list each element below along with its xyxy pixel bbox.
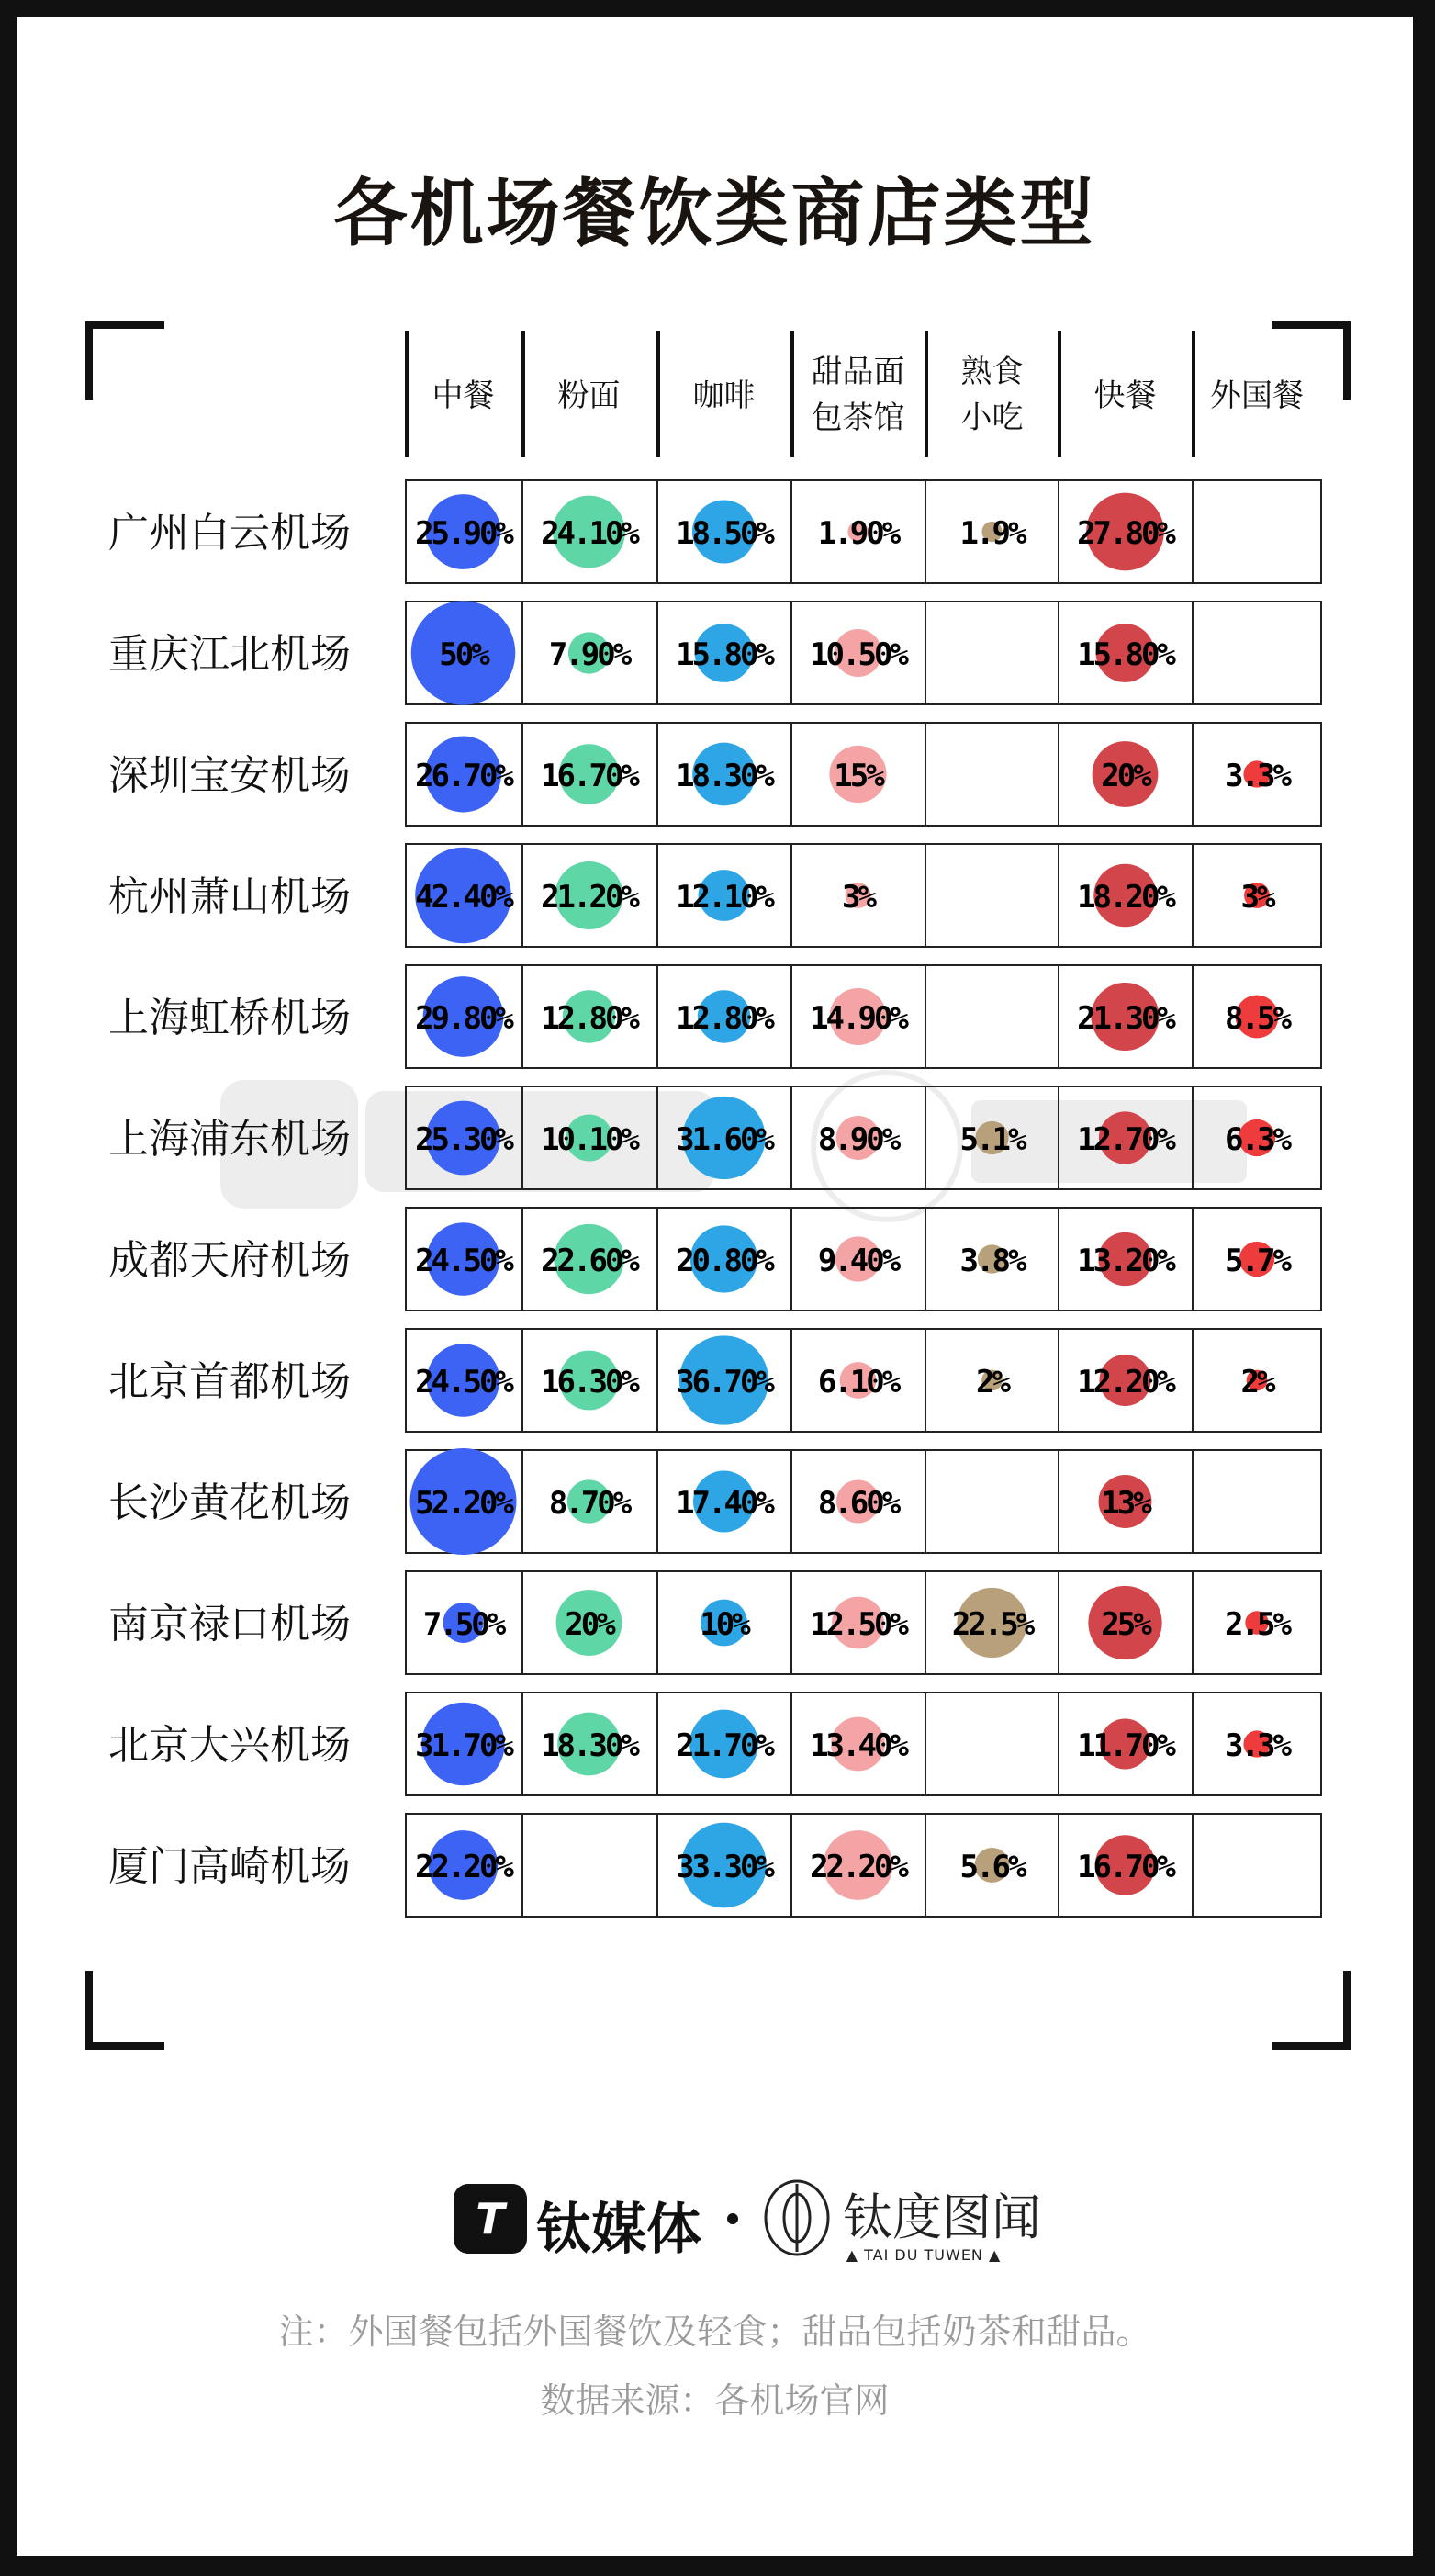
value-label: 1.9% [959,515,1025,552]
value-label: 50% [439,636,488,673]
value-label: 16.30% [541,1364,637,1400]
airport-label: 北京大兴机场 [108,1722,351,1769]
footnote: 注：外国餐包括外国餐饮及轻食；甜品包括奶茶和甜品。 [278,2312,1151,2352]
value-label: 9.40% [817,1243,899,1279]
value-label: 31.60% [676,1121,772,1158]
footer-logos [17,2165,1413,2267]
value-label: 12.70% [1077,1121,1173,1158]
value-label: 21.20% [541,879,637,916]
column-header-label: 粉面 [557,377,621,414]
value-label: 5.7% [1225,1243,1289,1279]
value-label: 12.80% [676,1000,772,1037]
value-label: 13% [1101,1485,1149,1522]
value-label: 3.3% [1225,758,1289,794]
tmtpost-brand: 钛媒体 [536,2198,701,2262]
data-source: 数据来源：各机场官网 [540,2380,890,2421]
value-label: 18.30% [676,758,772,794]
value-label: 52.20% [415,1485,511,1522]
table-row [108,1693,1321,1795]
table-row [108,480,1321,583]
value-label: 12.50% [810,1606,906,1643]
column-header-label: 小吃 [960,399,1024,436]
airport-label: 重庆江北机场 [108,631,351,678]
page-title: 各机场餐饮类商店类型 [333,171,1096,256]
value-label: 21.30% [1077,1000,1173,1037]
value-label: 24.50% [415,1364,511,1400]
value-label: 24.50% [415,1243,511,1279]
value-label: 10% [700,1606,748,1643]
taidu-brand: 钛度图闻 [843,2188,1041,2246]
column-header-label: 咖啡 [692,377,756,414]
value-label: 3.3% [1225,1727,1289,1764]
value-label: 22.20% [415,1849,511,1885]
value-label: 22.5% [951,1606,1033,1643]
value-label: 15.80% [1077,636,1173,673]
value-label: 14.90% [810,1000,906,1037]
value-label: 18.50% [676,515,772,552]
value-label: 12.10% [676,879,772,916]
value-label: 8.60% [817,1485,899,1522]
value-label: 42.40% [415,879,511,916]
airport-label: 厦门高崎机场 [108,1843,351,1890]
poster-frame [17,17,1413,2556]
value-label: 3% [1240,879,1273,916]
value-label: 16.70% [1077,1849,1173,1885]
column-headers [407,331,1304,457]
value-label: 16.70% [541,758,637,794]
airport-label: 杭州萧山机场 [108,873,351,920]
value-label: 12.20% [1077,1364,1173,1400]
airport-label: 上海浦东机场 [108,1116,351,1163]
table-row [108,1571,1321,1674]
value-label: 22.60% [541,1243,637,1279]
value-label: 20% [565,1606,613,1643]
value-label: 2.5% [1225,1606,1289,1643]
value-label: 12.80% [541,1000,637,1037]
value-label: 20% [1101,758,1149,794]
value-label: 36.70% [676,1364,772,1400]
value-label: 13.20% [1077,1243,1173,1279]
value-label: 33.30% [676,1849,772,1885]
value-label: 27.80% [1077,515,1173,552]
separator-dot [727,2213,738,2224]
airport-label: 上海虹桥机场 [108,995,351,1041]
table-row [108,601,1321,705]
value-label: 11.70% [1077,1727,1173,1764]
value-label: 8.90% [817,1121,899,1158]
value-label: 3% [842,879,874,916]
value-label: 8.5% [1225,1000,1289,1037]
value-label: 21.70% [676,1727,772,1764]
column-header-label: 外国餐 [1210,377,1304,414]
airport-label: 长沙黄花机场 [108,1479,351,1526]
column-header-label: 快餐 [1093,377,1157,414]
table-row [108,844,1321,947]
table-row [108,1448,1321,1555]
taidu-subtitle: ▲ TAI DU TUWEN ▲ [846,2246,1002,2264]
tmtpost-logo-icon: T [454,2184,527,2254]
airport-label: 南京禄口机场 [108,1601,351,1648]
table-row [108,1814,1321,1917]
value-label: 2% [1240,1364,1273,1400]
value-label: 5.1% [959,1121,1025,1158]
value-label: 10.10% [541,1121,637,1158]
value-label: 1.90% [817,515,899,552]
value-label: 3.8% [959,1243,1025,1279]
value-label: 15% [834,758,882,794]
value-label: 18.20% [1077,879,1173,916]
value-label: 15.80% [676,636,772,673]
value-label: 25% [1101,1606,1149,1643]
table-row [108,1208,1321,1310]
table-row [108,1329,1321,1432]
column-header-label: 甜品面 [811,354,905,390]
eye-logo-icon [762,2177,832,2259]
value-label: 13.40% [810,1727,906,1764]
airport-label: 深圳宝安机场 [108,752,351,799]
table-row [108,723,1321,826]
value-label: 17.40% [676,1485,772,1522]
value-label: 5.6% [959,1849,1025,1885]
value-label: 2% [976,1364,1008,1400]
value-label: 26.70% [415,758,511,794]
column-header-label: 包茶馆 [811,399,905,436]
value-label: 18.30% [541,1727,637,1764]
value-label: 7.90% [548,636,630,673]
value-label: 25.30% [415,1121,511,1158]
value-label: 24.10% [541,515,637,552]
value-label: 22.20% [810,1849,906,1885]
value-label: 10.50% [810,636,906,673]
column-header-label: 熟食 [960,354,1024,390]
value-label: 29.80% [415,1000,511,1037]
airport-label: 广州白云机场 [108,510,351,557]
airport-label: 北京首都机场 [108,1358,351,1405]
value-label: 8.70% [548,1485,630,1522]
column-header-label: 中餐 [432,377,495,414]
value-label: 31.70% [415,1727,511,1764]
value-label: 6.10% [817,1364,899,1400]
value-label: 6.3% [1225,1121,1289,1158]
value-label: 20.80% [676,1243,772,1279]
value-label: 25.90% [415,515,511,552]
value-label: 7.50% [422,1606,504,1643]
airport-label: 成都天府机场 [108,1237,351,1284]
table-row [108,965,1321,1068]
